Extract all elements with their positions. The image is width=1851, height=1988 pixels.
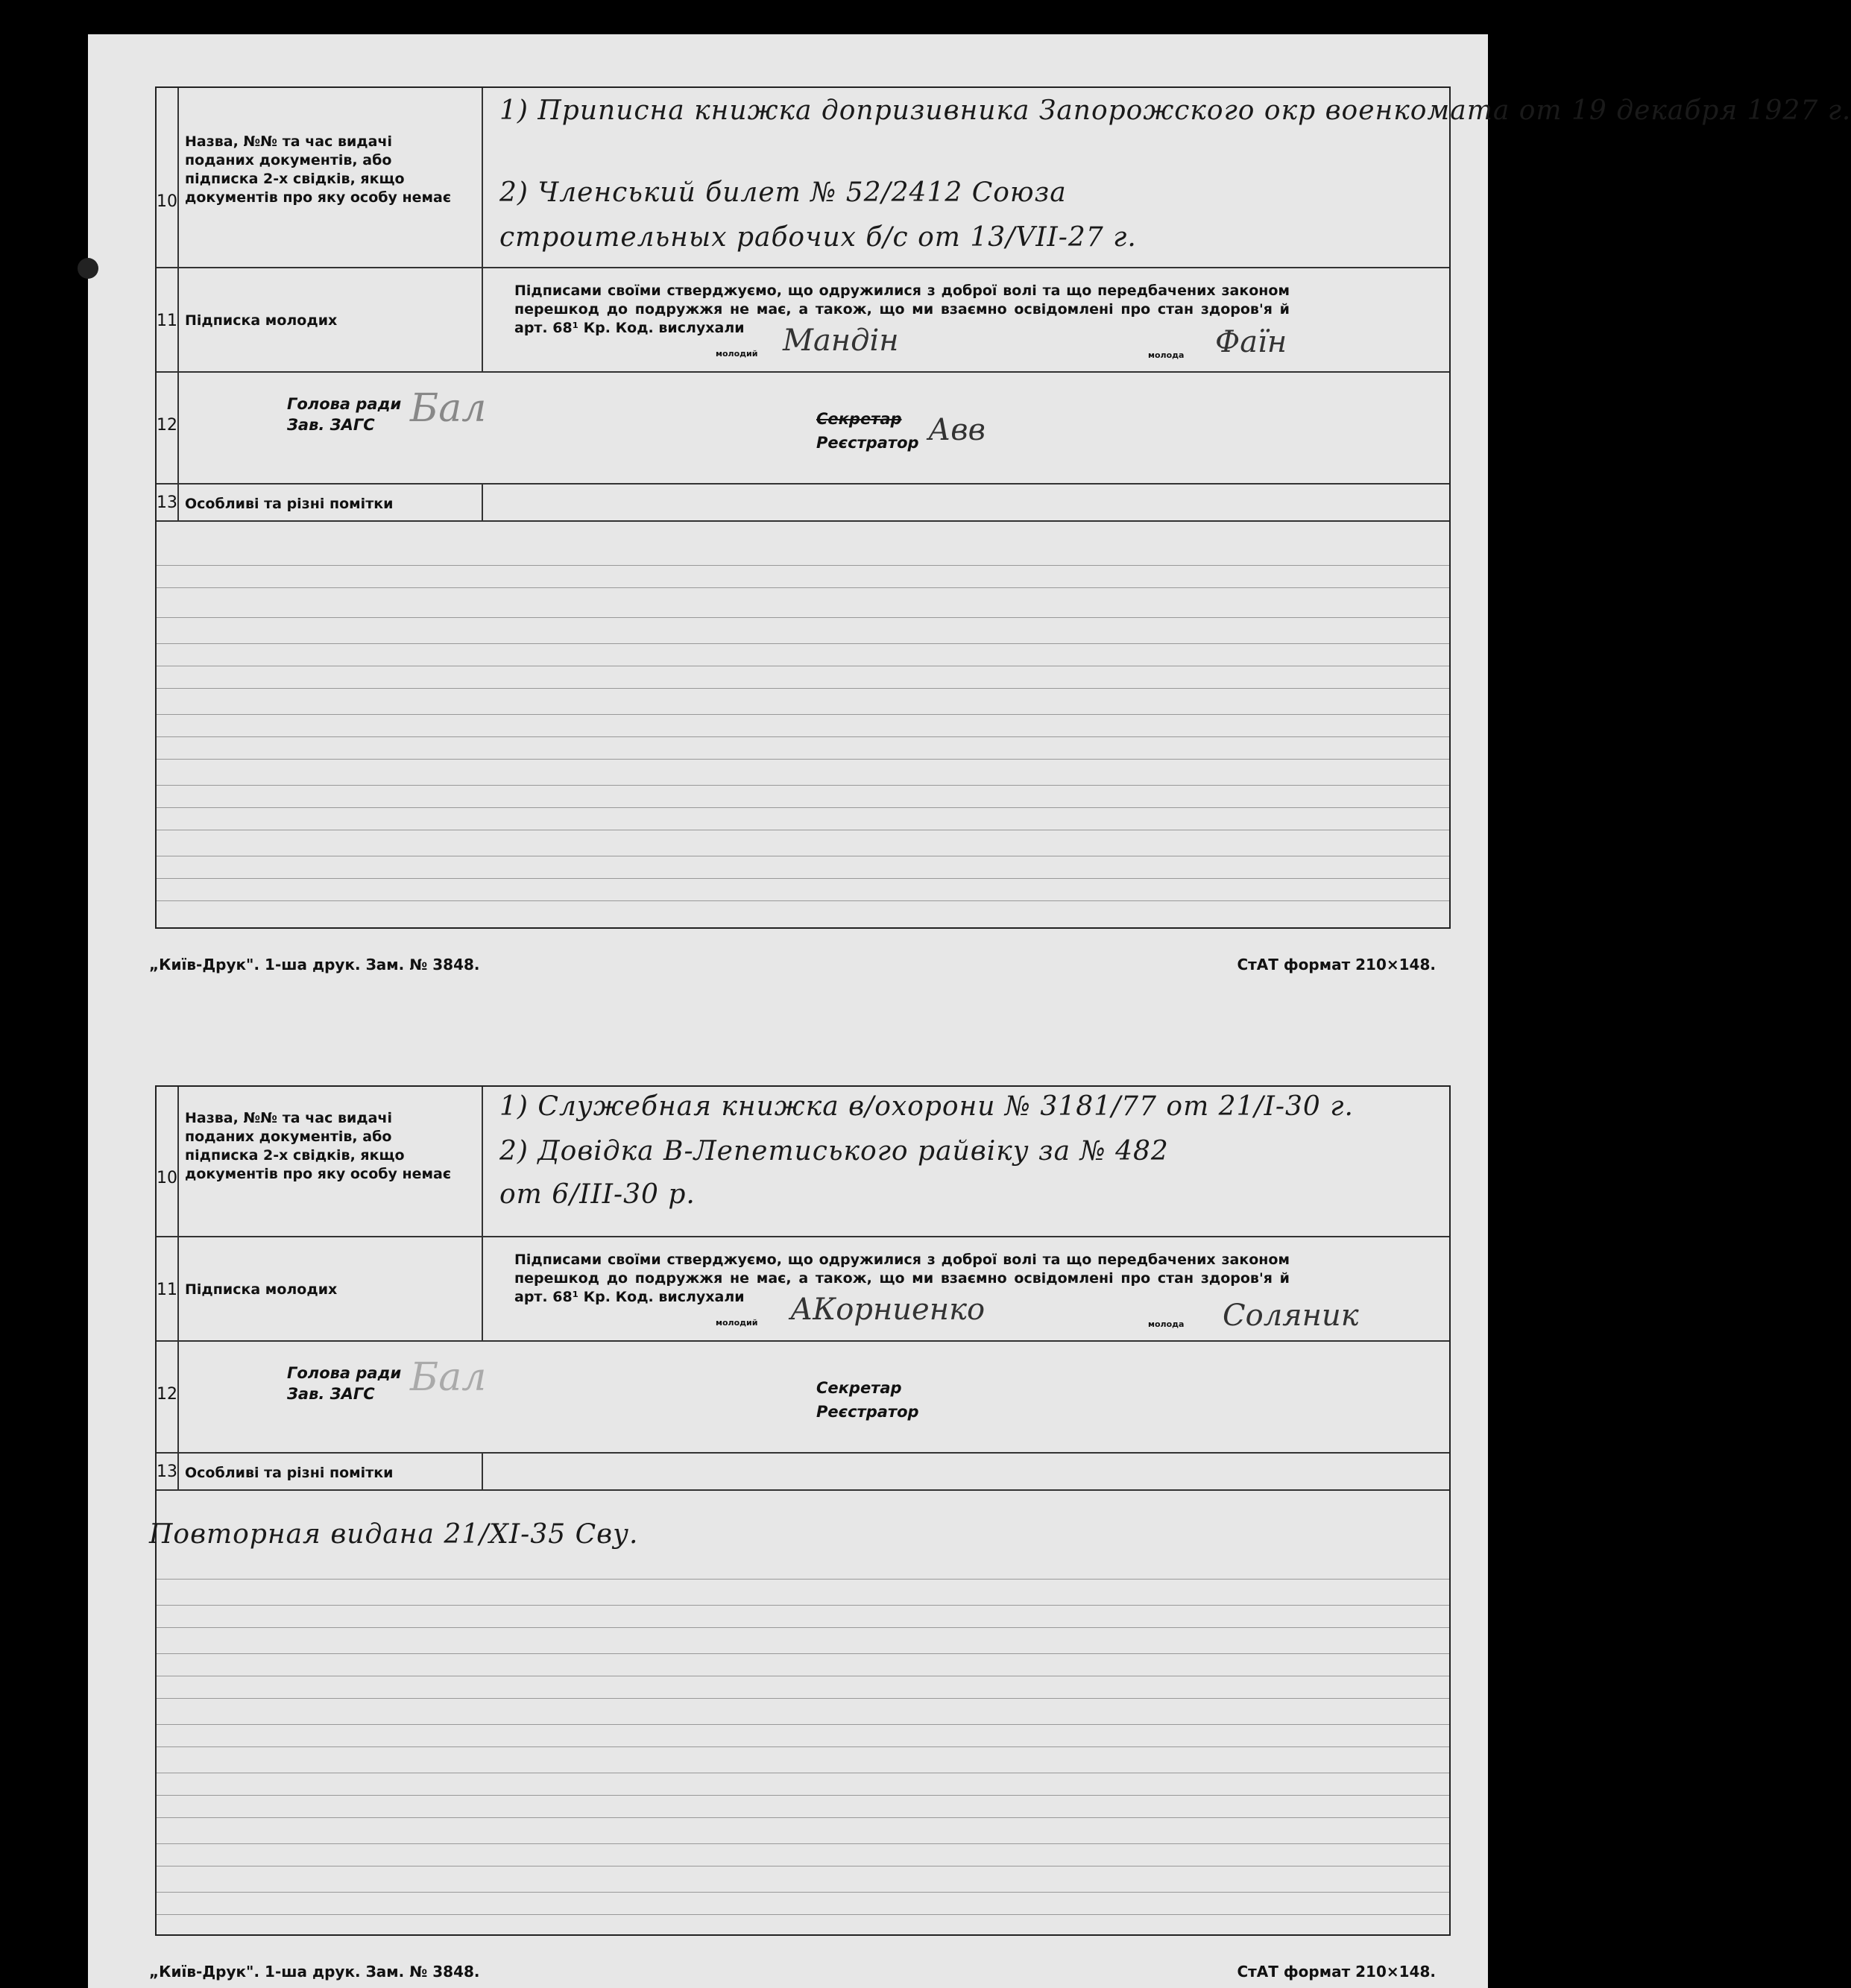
bride-caption: молода <box>1148 1319 1185 1329</box>
council-head-signature: Бал <box>410 386 487 431</box>
handwritten-documents-line-1: 1) Приписна книжка допризивника Запорожского окр военкомата от 19 декабря 1927 г. <box>499 95 1851 126</box>
council-head-label: Голова ради <box>287 395 402 413</box>
notes-label: Особливі та різні помітки <box>185 1465 394 1481</box>
printer-imprint: „Київ-Друк". 1-ша друк. Зам. № 3848. <box>149 1963 480 1981</box>
bride-signature: Соляник <box>1223 1298 1359 1333</box>
consent-statement: Підписами своїми стверджуємо, що одружилися з доброї волі та що передбачених законом перешкод до подружжя не має, а також, що ми взаємно освідомлені про стан здоров'я й арт. 68¹ Кр. Код. вислухали <box>514 283 1290 336</box>
documents-label: Назва, №№ та час видачі поданих документів, або підписка 2-х свідків, якщо документів про яку особу немає <box>185 133 452 206</box>
row-number: 10 <box>157 1169 177 1187</box>
registry-office-label: Зав. ЗАГС <box>287 1385 375 1403</box>
row-number: 12 <box>157 1385 177 1404</box>
secretary-label: Секретар <box>816 410 902 428</box>
signature-label: Підписка молодих <box>185 312 338 329</box>
row-number: 12 <box>157 416 177 435</box>
documents-label: Назва, №№ та час видачі поданих документів, або підписка 2-х свідків, якщо документів про яку особу немає <box>185 1110 452 1182</box>
marriage-record-2 <box>88 1033 1488 1988</box>
printer-imprint: „Київ-Друк". 1-ша друк. Зам. № 3848. <box>149 956 480 974</box>
row-number: 13 <box>157 493 177 512</box>
marriage-record-1 <box>88 34 1851 981</box>
handwritten-note: Повторная видана 21/XI-35 Сву. <box>149 1519 639 1550</box>
paper-format: СтАТ формат 210×148. <box>1237 1963 1436 1981</box>
row-number: 11 <box>157 312 177 330</box>
document-sheet <box>88 34 1851 1988</box>
punch-hole <box>78 258 98 279</box>
registrar-label: Реєстратор <box>816 1403 919 1421</box>
record-frame <box>155 86 1851 929</box>
bride-signature: Фаїн <box>1215 325 1287 359</box>
record-frame <box>149 1085 1451 1936</box>
handwritten-documents-line-3: строительных рабочих б/с от 13/VII-27 г. <box>499 222 1137 253</box>
groom-caption: молодий <box>716 349 758 359</box>
secretary-label: Секретар <box>816 1379 902 1397</box>
handwritten-documents-line-1: 1) Служебная книжка в/охорони № 3181/77 от 21/I-30 г. <box>499 1091 1354 1122</box>
row-number: 11 <box>157 1281 177 1299</box>
consent-statement: Підписами своїми стверджуємо, що одружилися з доброї волі та що передбачених законом перешкод до подружжя не має, а також, що ми взаємно освідомлені про стан здоров'я й арт. 68¹ Кр. Код. вислухали <box>514 1252 1290 1305</box>
bride-caption: молода <box>1148 350 1185 360</box>
groom-signature: Мандін <box>783 324 899 358</box>
registrar-label: Реєстратор <box>816 434 919 452</box>
handwritten-documents-line-2: 2) Довідка В-Лепетиського райвіку за № 482 <box>499 1136 1169 1167</box>
council-head-label: Голова ради <box>287 1364 402 1382</box>
paper-format: СтАТ формат 210×148. <box>1237 956 1436 974</box>
notes-label: Особливі та різні помітки <box>185 496 394 512</box>
row-number: 10 <box>157 192 177 211</box>
groom-signature: АКорниенко <box>790 1293 986 1327</box>
registrar-signature: Авв <box>928 413 986 447</box>
row-number: 13 <box>157 1462 177 1481</box>
handwritten-documents-line-2: 2) Членський билет № 52/2412 Союза <box>499 177 1067 208</box>
signature-label: Підписка молодих <box>185 1281 338 1298</box>
registry-office-label: Зав. ЗАГС <box>287 416 375 434</box>
council-head-signature: Бал <box>410 1355 487 1400</box>
handwritten-documents-line-3: от 6/III-30 р. <box>499 1179 696 1210</box>
groom-caption: молодий <box>716 1318 758 1328</box>
